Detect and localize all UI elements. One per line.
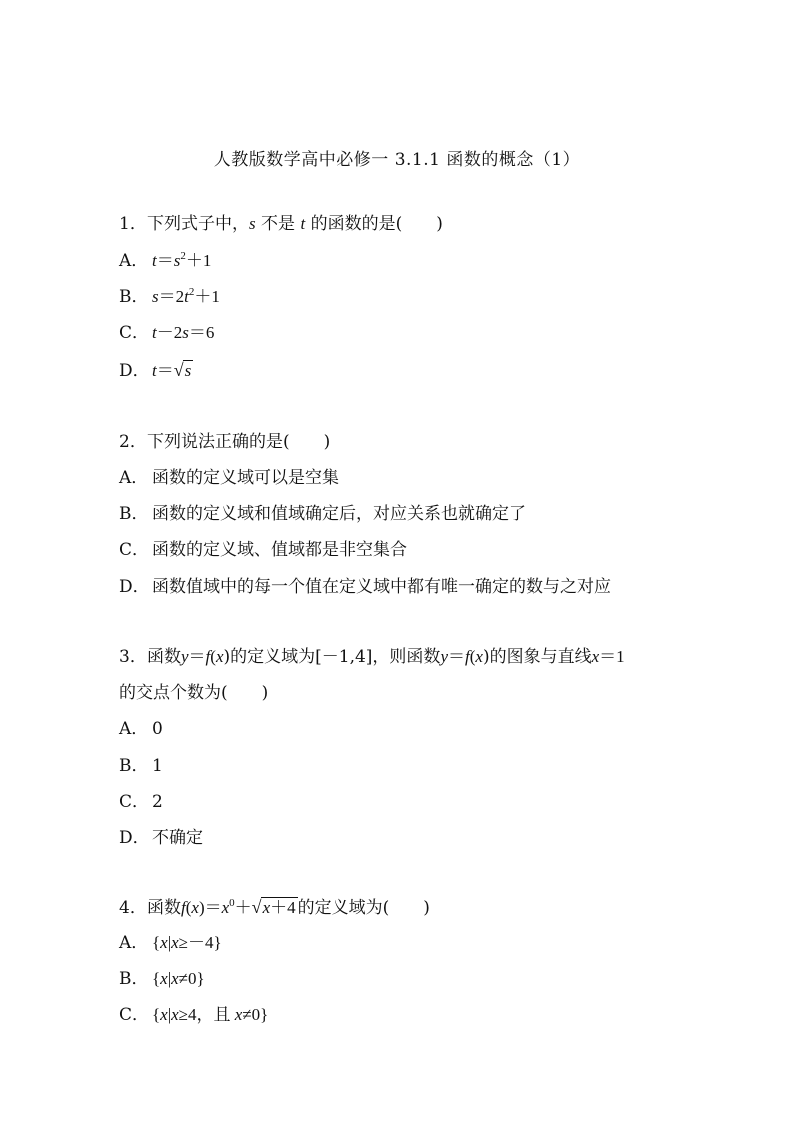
math-text: ≠0} <box>242 1005 269 1024</box>
math-var: x <box>475 647 483 666</box>
math-var: f <box>205 647 211 666</box>
stem-text: 不是 <box>255 214 301 234</box>
option-label: B． <box>119 287 149 307</box>
stem-text: 的定义域为( ) <box>297 898 430 918</box>
math-text: { <box>152 933 161 952</box>
math-text: { <box>152 969 161 988</box>
option-label: D． <box>119 361 150 381</box>
question-number: 2． <box>119 432 147 452</box>
math-var: x <box>215 647 224 666</box>
math-text: ＝6 <box>188 323 215 342</box>
math-text: ＝ <box>156 361 174 380</box>
question-2-option-d[interactable] <box>119 575 611 599</box>
math-var: t <box>152 323 157 342</box>
option-label: C． <box>119 1005 150 1025</box>
math-text: ≥－4} <box>178 933 222 952</box>
question-number: 4． <box>119 898 147 918</box>
math-text: ≥4，且 <box>178 1005 235 1024</box>
question-1-option-b[interactable] <box>119 285 220 309</box>
option-label: C． <box>119 323 150 343</box>
math-text: ( <box>185 898 192 917</box>
option-text: 2 <box>152 792 163 812</box>
math-var: t <box>152 251 157 270</box>
radical-sign: √ <box>251 897 262 917</box>
option-text: 不确定 <box>152 828 203 848</box>
stem-text: 的函数的是( ) <box>305 214 443 234</box>
stem-text: 下列式子中， <box>147 214 249 234</box>
option-label: D． <box>119 577 150 597</box>
math-text: ＋ <box>234 898 252 917</box>
option-text: 函数值域中的每一个值在定义域中都有唯一确定的数与之对应 <box>152 577 611 597</box>
math-text: ＋1 <box>194 287 220 306</box>
math-text: ＋4 <box>270 898 296 917</box>
stem-text: 函数 <box>147 898 181 918</box>
math-var: y <box>181 647 189 666</box>
stem-text: 函数 <box>147 647 181 667</box>
question-1-option-d[interactable] <box>119 358 193 383</box>
math-var: x <box>171 1005 179 1024</box>
option-text: 1 <box>152 756 163 776</box>
question-2-option-b[interactable] <box>119 502 526 526</box>
math-exponent: 0 <box>229 897 235 909</box>
stem-text: )的定义域为[－1,4]，则函数 <box>223 647 441 667</box>
math-text: )＝ <box>198 898 222 917</box>
math-var: x <box>160 1005 168 1024</box>
question-1-stem <box>119 212 443 236</box>
stem-text: )的图象与直线 <box>482 647 592 667</box>
math-var: s <box>249 214 256 233</box>
option-label: C． <box>119 792 150 812</box>
math-text: ＝ <box>156 251 174 270</box>
math-text: ＝ <box>188 647 206 666</box>
math-var: t <box>300 214 306 233</box>
math-text: ＝2 <box>158 287 185 306</box>
option-text: 函数的定义域可以是空集 <box>152 468 339 488</box>
question-4-option-c[interactable] <box>119 1003 268 1027</box>
option-label: C． <box>119 540 150 560</box>
square-root <box>252 895 298 920</box>
math-var: s <box>173 251 181 270</box>
question-3-option-c[interactable] <box>119 790 163 814</box>
math-exponent: 2 <box>188 286 195 298</box>
question-number: 1． <box>119 214 147 234</box>
question-4-option-a[interactable] <box>119 931 222 955</box>
radical-sign: √ <box>173 360 184 380</box>
math-text: ＋1 <box>185 251 212 270</box>
option-label: D． <box>119 828 150 848</box>
option-label: A． <box>119 251 149 271</box>
question-3-option-a[interactable] <box>119 717 163 741</box>
math-text: | <box>167 1005 172 1024</box>
page-title: 人教版数学高中必修一 3.1.1 函数的概念（1） <box>213 150 581 170</box>
question-3-stem <box>119 645 625 669</box>
math-var: f <box>464 647 470 666</box>
question-4-stem <box>119 895 430 920</box>
square-root <box>174 358 194 383</box>
math-var: t <box>152 361 157 380</box>
question-3-option-d[interactable] <box>119 826 203 850</box>
question-3-stem-line2: 的交点个数为( ) <box>119 683 269 703</box>
question-4-option-b[interactable] <box>119 967 205 991</box>
math-var: f <box>181 898 186 917</box>
question-2-stem <box>119 430 330 454</box>
question-1-option-c[interactable] <box>119 321 214 345</box>
option-label: B． <box>119 756 149 776</box>
option-label: B． <box>119 504 149 524</box>
question-1-option-a[interactable] <box>119 249 211 273</box>
math-text: ( <box>469 647 476 666</box>
math-text: { <box>152 1005 161 1024</box>
option-label: A． <box>119 468 149 488</box>
math-var: y <box>440 647 448 666</box>
math-text: ≠0} <box>178 969 205 988</box>
math-text: ＝ <box>447 647 465 666</box>
question-2-option-c[interactable] <box>119 538 407 562</box>
math-var: x <box>221 898 230 917</box>
math-var: s <box>152 287 159 306</box>
math-var: s <box>182 323 189 342</box>
question-number: 3． <box>119 647 147 667</box>
option-text: 0 <box>152 719 163 739</box>
math-text: ＝1 <box>599 647 625 666</box>
math-var: s <box>184 361 192 380</box>
math-var: x <box>591 647 600 666</box>
option-text: 函数的定义域和值域确定后，对应关系也就确定了 <box>152 504 526 524</box>
math-var: x <box>160 933 168 952</box>
option-label: B． <box>119 969 149 989</box>
math-var: x <box>191 898 199 917</box>
math-var: x <box>171 969 179 988</box>
option-text: 函数的定义域、值域都是非空集合 <box>152 540 407 560</box>
option-label: A． <box>119 933 149 953</box>
math-var: x <box>262 898 271 917</box>
math-text: －2 <box>156 323 183 342</box>
question-2-option-a[interactable] <box>119 466 339 490</box>
math-var: t <box>184 287 189 306</box>
math-exponent: 2 <box>180 250 186 262</box>
math-text: | <box>167 969 172 988</box>
question-3-option-b[interactable] <box>119 754 163 778</box>
stem-text: 下列说法正确的是( ) <box>147 432 331 452</box>
math-var: x <box>171 933 179 952</box>
math-text: ( <box>210 647 216 666</box>
math-var: x <box>234 1005 243 1024</box>
math-var: x <box>160 969 168 988</box>
option-label: A． <box>119 719 149 739</box>
math-text: | <box>167 933 172 952</box>
